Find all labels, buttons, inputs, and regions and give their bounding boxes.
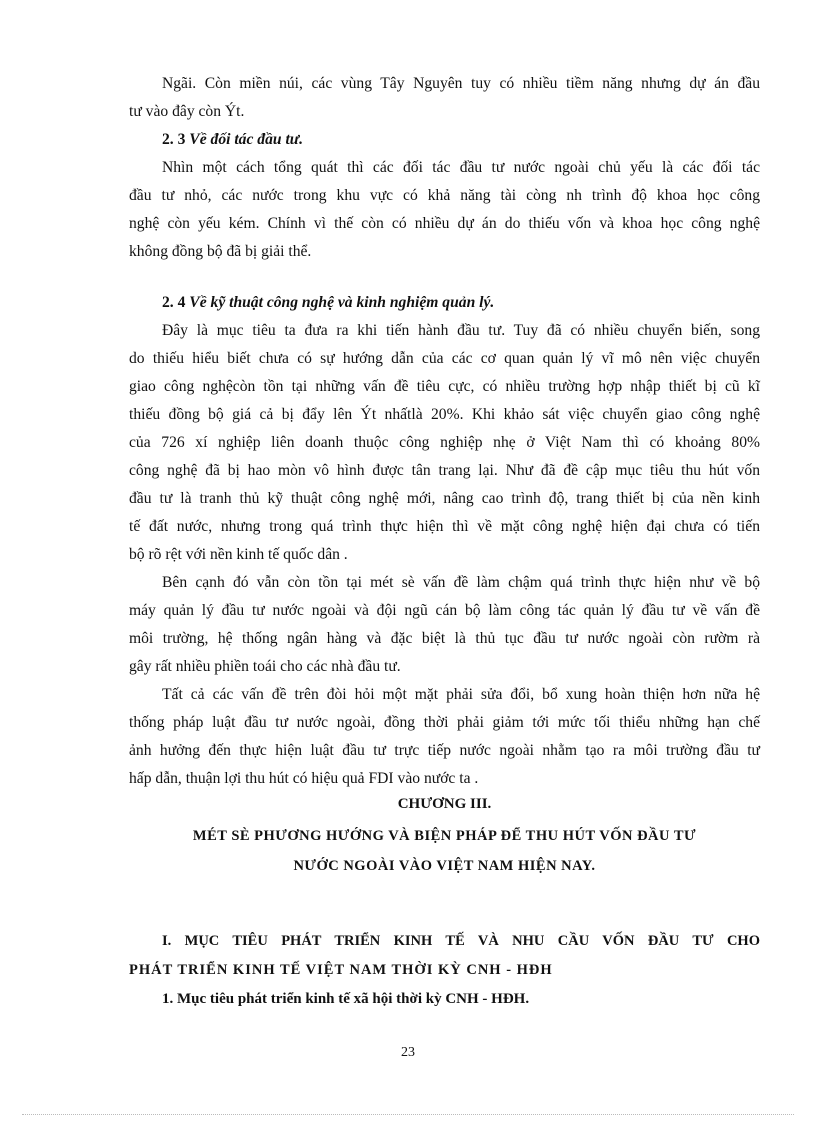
line-2-4-c1: Tất cả các vấn đề trên đòi hỏi một mặt phải sửa đổi, bổ xung hoàn thiện hơn nữa hệ <box>162 686 760 703</box>
heading-2-3-number: 2. 3 <box>162 131 190 148</box>
line-2-4-a8: tế đất nước, nhưng trong quá trình thực hiện thì về mặt công nghệ hiện đại chưa có tiến <box>129 518 760 535</box>
line-2-4-c4: hấp dẫn, thuận lợi thu hút có hiệu quả FDI vào nước ta . <box>129 770 479 787</box>
line-2-4-a9: bộ rõ rệt với nền kinh tế quốc dân . <box>129 546 348 563</box>
section-I-line-2: PHÁT TRIỂN KINH TẾ VIỆT NAM THỜI KỲ CNH - HĐH <box>129 962 553 978</box>
line-2-4-a1: Đây là mục tiêu ta đưa ra khi tiến hành đầu tư. Tuy đã có nhiều chuyển biến, song <box>162 322 760 339</box>
page-number: 23 <box>401 1045 415 1060</box>
line-2-4-b3: môi trường, hệ thống ngân hàng và đặc biệt là thủ tục đầu tư nước ngoài còn rườm rà <box>129 630 760 647</box>
section-I-line-1: I. MỤC TIÊU PHÁT TRIỂN KINH TẾ VÀ NHU CẦU VỐN ĐẦU TƯ CHO <box>162 933 760 949</box>
heading-2-3-title: Về đối tác đầu tư. <box>189 131 304 148</box>
line-2-3-4: không đồng bộ đã bị giải thể. <box>129 243 312 260</box>
line-2-4-c2: thống pháp luật đầu tư nước ngoài, đồng thời phải giảm tới mức tối thiểu những hạn chế <box>129 714 760 731</box>
line-2-4-b1: Bên cạnh đó vẫn còn tồn tại mét sè vấn đề làm chậm quá trình thực hiện như về bộ <box>162 574 760 591</box>
line-2-4-b4: gây rất nhiều phiền toái cho các nhà đầu tư. <box>129 658 401 675</box>
heading-2-4-number: 2. 4 <box>162 294 190 311</box>
line-2-4-a2: do thiếu hiểu biết chưa có sự hướng dẫn của các cơ quan quản lý vĩ mô nên việc chuyển <box>129 350 760 367</box>
line-2-4-b2: máy quản lý đầu tư nước ngoài và đội ngũ cán bộ làm công tác quản lý đầu tư về vấn đề <box>129 602 760 619</box>
line-2-3-3: nghệ còn yếu kém. Chính vì thế còn có nhiều dự án do thiếu vốn và khoa học công nghệ <box>129 215 760 232</box>
line-2-3-2: đầu tư nhỏ, các nước trong khu vực có khả năng tài còng nh trình độ khoa học công <box>129 187 760 204</box>
line-intro-1: Ngãi. Còn miền núi, các vùng Tây Nguyên tuy có nhiều tiềm năng nhưng dự án đầu <box>162 75 760 92</box>
line-2-4-a6: công nghệ đã bị hao mòn vô hình được tân trang lại. Như đã đề cập mục tiêu thu hút vốn <box>129 462 760 479</box>
chapter-label: CHƯƠNG III. <box>397 796 492 812</box>
line-2-4-a5: của 726 xí nghiệp liên doanh thuộc công nghiệp nhẹ ở Việt Nam thì có khoảng 80% <box>129 434 760 451</box>
chapter-title-line-1: MÉT SÈ PHƯƠNG HƯỚNG VÀ BIỆN PHÁP ĐỂ THU HÚT VỐN ĐẦU TƯ <box>192 828 697 844</box>
heading-2-4 <box>162 294 494 312</box>
heading-2-3 <box>162 131 303 149</box>
line-2-4-c3: ảnh hưởng đến thực hiện luật đầu tư trực tiếp nước ngoài nhằm tạo ra môi trường đầu tư <box>129 742 760 759</box>
line-2-4-a3: giao công nghệcòn tồn tại những vấn đề tiêu cực, có nhiều trường hợp nhập thiết bị cũ kĩ <box>129 378 760 395</box>
page-bottom-rule <box>22 1114 794 1115</box>
chapter-title-line-2: NƯỚC NGOÀI VÀO VIỆT NAM HIỆN NAY. <box>293 858 596 874</box>
line-2-3-1: Nhìn một cách tổng quát thì các đối tác đầu tư nước ngoài chủ yếu là các đối tác <box>162 159 760 176</box>
subsection-1-title: 1. Mục tiêu phát triển kinh tế xã hội thời kỳ CNH - HĐH. <box>162 991 530 1007</box>
line-2-4-a4: thiếu đồng bộ giá cả bị đẩy lên Ýt nhấtlà 20%. Khi khảo sát việc chuyển giao công nghệ <box>129 406 760 423</box>
heading-2-4-title: Về kỹ thuật công nghệ và kinh nghiệm quản lý. <box>189 294 495 311</box>
line-intro-2: tư vào đây còn Ýt. <box>129 103 245 120</box>
line-2-4-a7: đầu tư là tranh thủ kỹ thuật công nghệ mới, nâng cao trình độ, trang thiết bị của nền kinh <box>129 490 760 507</box>
